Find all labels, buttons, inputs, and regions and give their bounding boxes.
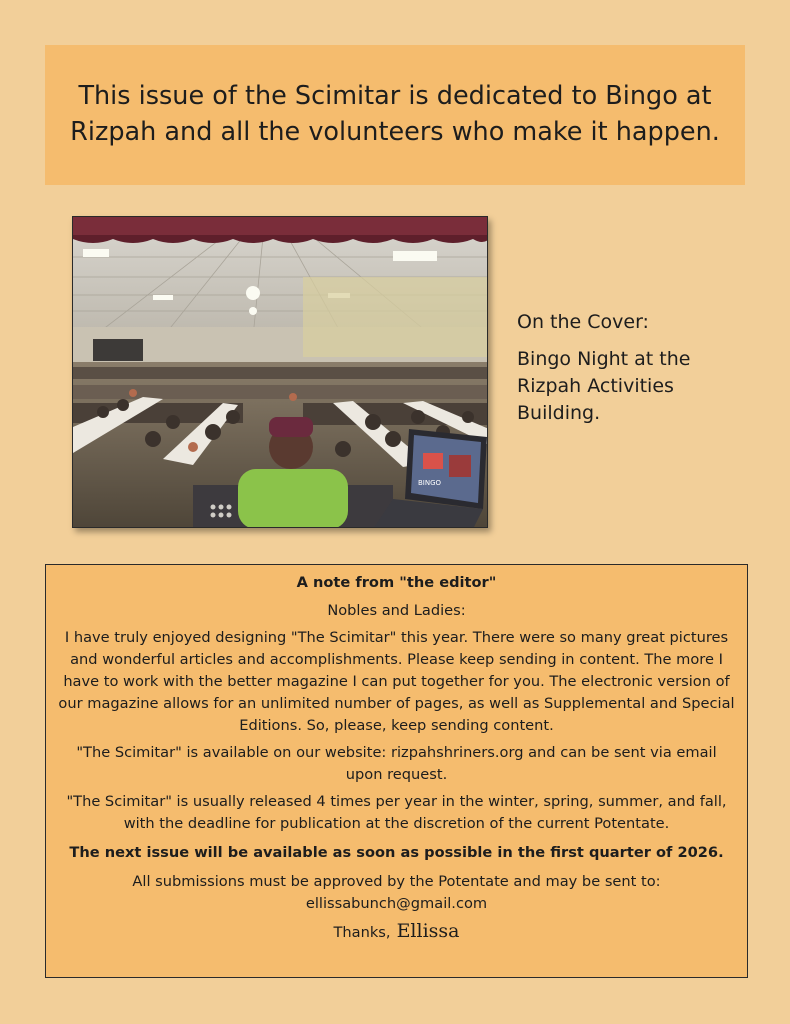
thanks-line <box>56 920 737 944</box>
editor-note-paragraph-3: "The Scimitar" is usually released 4 times per year in the winter, spring, summer, and fall, with the deadline for publication at the discretion of the current Potentate. <box>66 793 727 832</box>
editor-note-box <box>45 564 748 978</box>
dedication-banner <box>45 45 745 185</box>
dedication-text: This issue of the Scimitar is dedicated to Bingo at Rizpah and all the volunteers who make it happen. <box>70 81 720 147</box>
editor-note-paragraph-2: "The Scimitar" is available on our website: rizpahshriners.org and can be sent via email upon request. <box>76 744 717 783</box>
submissions-line: All submissions must be approved by the Potentate and may be sent to: <box>132 873 661 890</box>
cover-heading: On the Cover: <box>517 311 649 333</box>
cover-photo <box>72 216 488 528</box>
editor-email: ellissabunch@gmail.com <box>305 895 488 912</box>
laptop-screen-label: BINGO <box>418 479 442 487</box>
next-issue-line: The next issue will be available as soon as possible in the first quarter of 2026. <box>69 844 724 861</box>
thanks-text: Thanks, <box>333 924 391 941</box>
cover-caption <box>517 309 747 427</box>
cover-caption-text: Bingo Night at the Rizpah Activities Building. <box>517 347 691 424</box>
editor-signature: Ellissa <box>396 920 460 942</box>
editor-note-salutation: Nobles and Ladies: <box>327 602 466 619</box>
editor-note-title: A note from "the editor" <box>296 574 497 591</box>
editor-note-paragraph-1: I have truly enjoyed designing "The Scimitar" this year. There were so many great pictures and wonderful articles and accomplishments. Please keep sending in content. The more I have to work with the better magazine I can put together for you. The electronic version of our magazine allows for an unlimited number of pages, as well as Supplemental and Special Editions. So, please, keep sending content. <box>58 629 735 734</box>
